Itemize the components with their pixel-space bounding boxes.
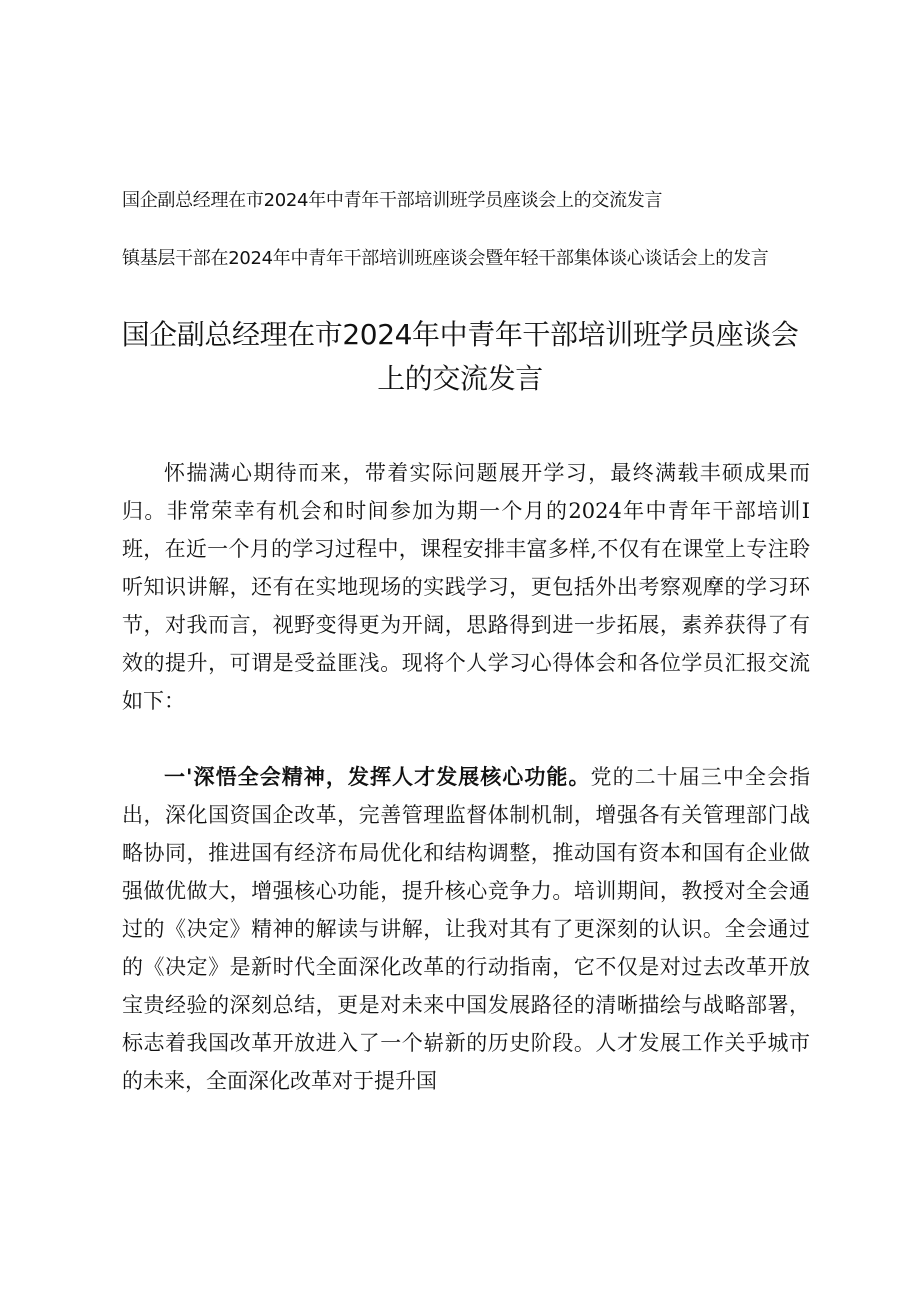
section-1-body: 党的二十届三中全会指出，深化国资国企改革，完善管理监督体制机制，增强各有关管理部门战略协同，推进国有经济布局优化和结构调整，推动国有资本和国有企业做强做优做大，增强核心功能，提升核心竞争力。培训期间，教授对全会通过的《决定》精神的解读与讲解，让我对其有了更深刻的认识。全会通过的《决定》是新时代全面深化改革的行动指南，它不仅是对过去改革开放宝贵经验的深刻总结，更是对未来中国发展路径的清晰描绘与战略部署，标志着我国改革开放进入了一个崭新的历史阶段。人才发展工作关乎城市的未来，全面深化改革对于提升国 [122,765,810,1093]
section-1-text [122,758,810,1100]
toc-item-1: 国企副总经理在市2024年中青年干部培训班学员座谈会上的交流发言 [122,190,663,211]
document-title: 国企副总经理在市2024年中青年干部培训班学员座谈会上的交流发言 [121,318,799,395]
intro-paragraph [122,454,810,720]
section-1-paragraph [122,758,810,1100]
toc-item-2: 镇基层干部在2024年中青年干部培训班座谈会暨年轻干部集体谈心谈话会上的发言 [122,248,769,269]
intro-paragraph-text: 怀揣满心期待而来，带着实际问题展开学习，最终满载丰硕成果而归。非常荣幸有机会和时间参加为期一个月的2024年中青年干部培训I班，在近一个月的学习过程中，课程安排丰富多样,不仅有在课堂上专注聆听知识讲解，还有在实地现场的实践学习，更包括外出考察观摩的学习环节，对我而言，视野变得更为开阔，思路得到进一步拓展，素养获得了有效的提升，可谓是受益匪浅。现将个人学习心得体会和各位学员汇报交流如下： [122,461,810,713]
section-1-heading: 一'深悟全会精神，发挥人才发展核心功能。 [164,765,591,789]
